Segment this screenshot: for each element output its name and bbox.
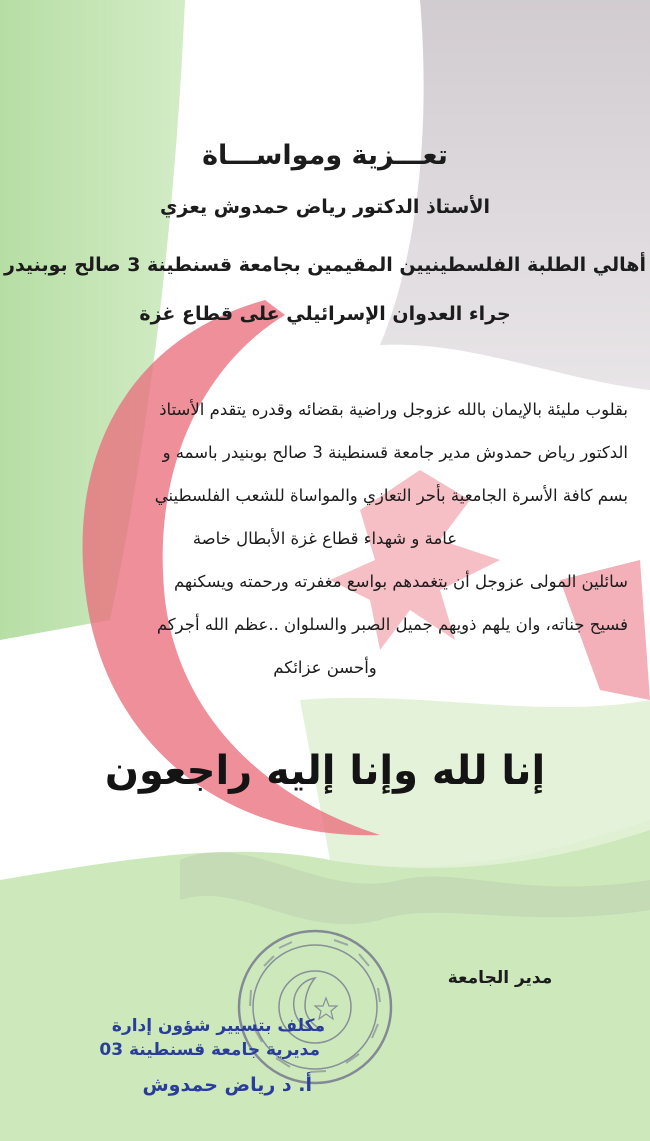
body-line: بسم كافة الأسرة الجامعية بأحر التعازي والمواساة للشعب الفلسطيني xyxy=(154,486,628,505)
body-line: بقلوب مليئة بالإيمان بالله عزوجل وراضية بقضائه وقدره يتقدم الأستاذ xyxy=(159,400,628,419)
stamp-line: مكلف بتسيير شؤون إدارة xyxy=(111,1016,325,1036)
signature-title: مدير الجامعة xyxy=(447,968,553,988)
letter-sender: الأستاذ الدكتور رياض حمدوش يعزي xyxy=(159,196,490,218)
body-line: سائلين المولى عزوجل أن يتغمدهم بواسع مغفرته ورحمته ويسكنهم xyxy=(173,572,628,591)
letter-title: تعـــزية ومواســـاة xyxy=(202,140,448,171)
body-line: عامة و شهداء قطاع غزة الأبطال خاصة xyxy=(192,529,458,548)
body-line: الدكتور رياض حمدوش مدير جامعة قسنطينة 3 صالح بوبنيدر باسمه و xyxy=(162,443,628,462)
official-stamp-seal xyxy=(234,926,396,1088)
letter-reason: جراء العدوان الإسرائيلي على قطاع غزة xyxy=(139,303,511,325)
letter-recipients: أهالي الطلبة الفلسطينيين المقيمين بجامعة قسنطينة 3 صالح بوبنيدر xyxy=(4,254,646,276)
body-line: وأحسن عزائكم xyxy=(273,658,377,677)
closing-verse: إنا لله وإنا إليه راجعون xyxy=(104,748,546,794)
body-line: فسيح جناته، وان يلهم ذويهم جميل الصبر والسلوان ..عظم الله أجركم xyxy=(156,615,628,634)
stamp-line: مديرية جامعة قسنطينة 03 xyxy=(99,1040,320,1060)
stamp-line: أ. د رياض حمدوش xyxy=(142,1074,312,1096)
